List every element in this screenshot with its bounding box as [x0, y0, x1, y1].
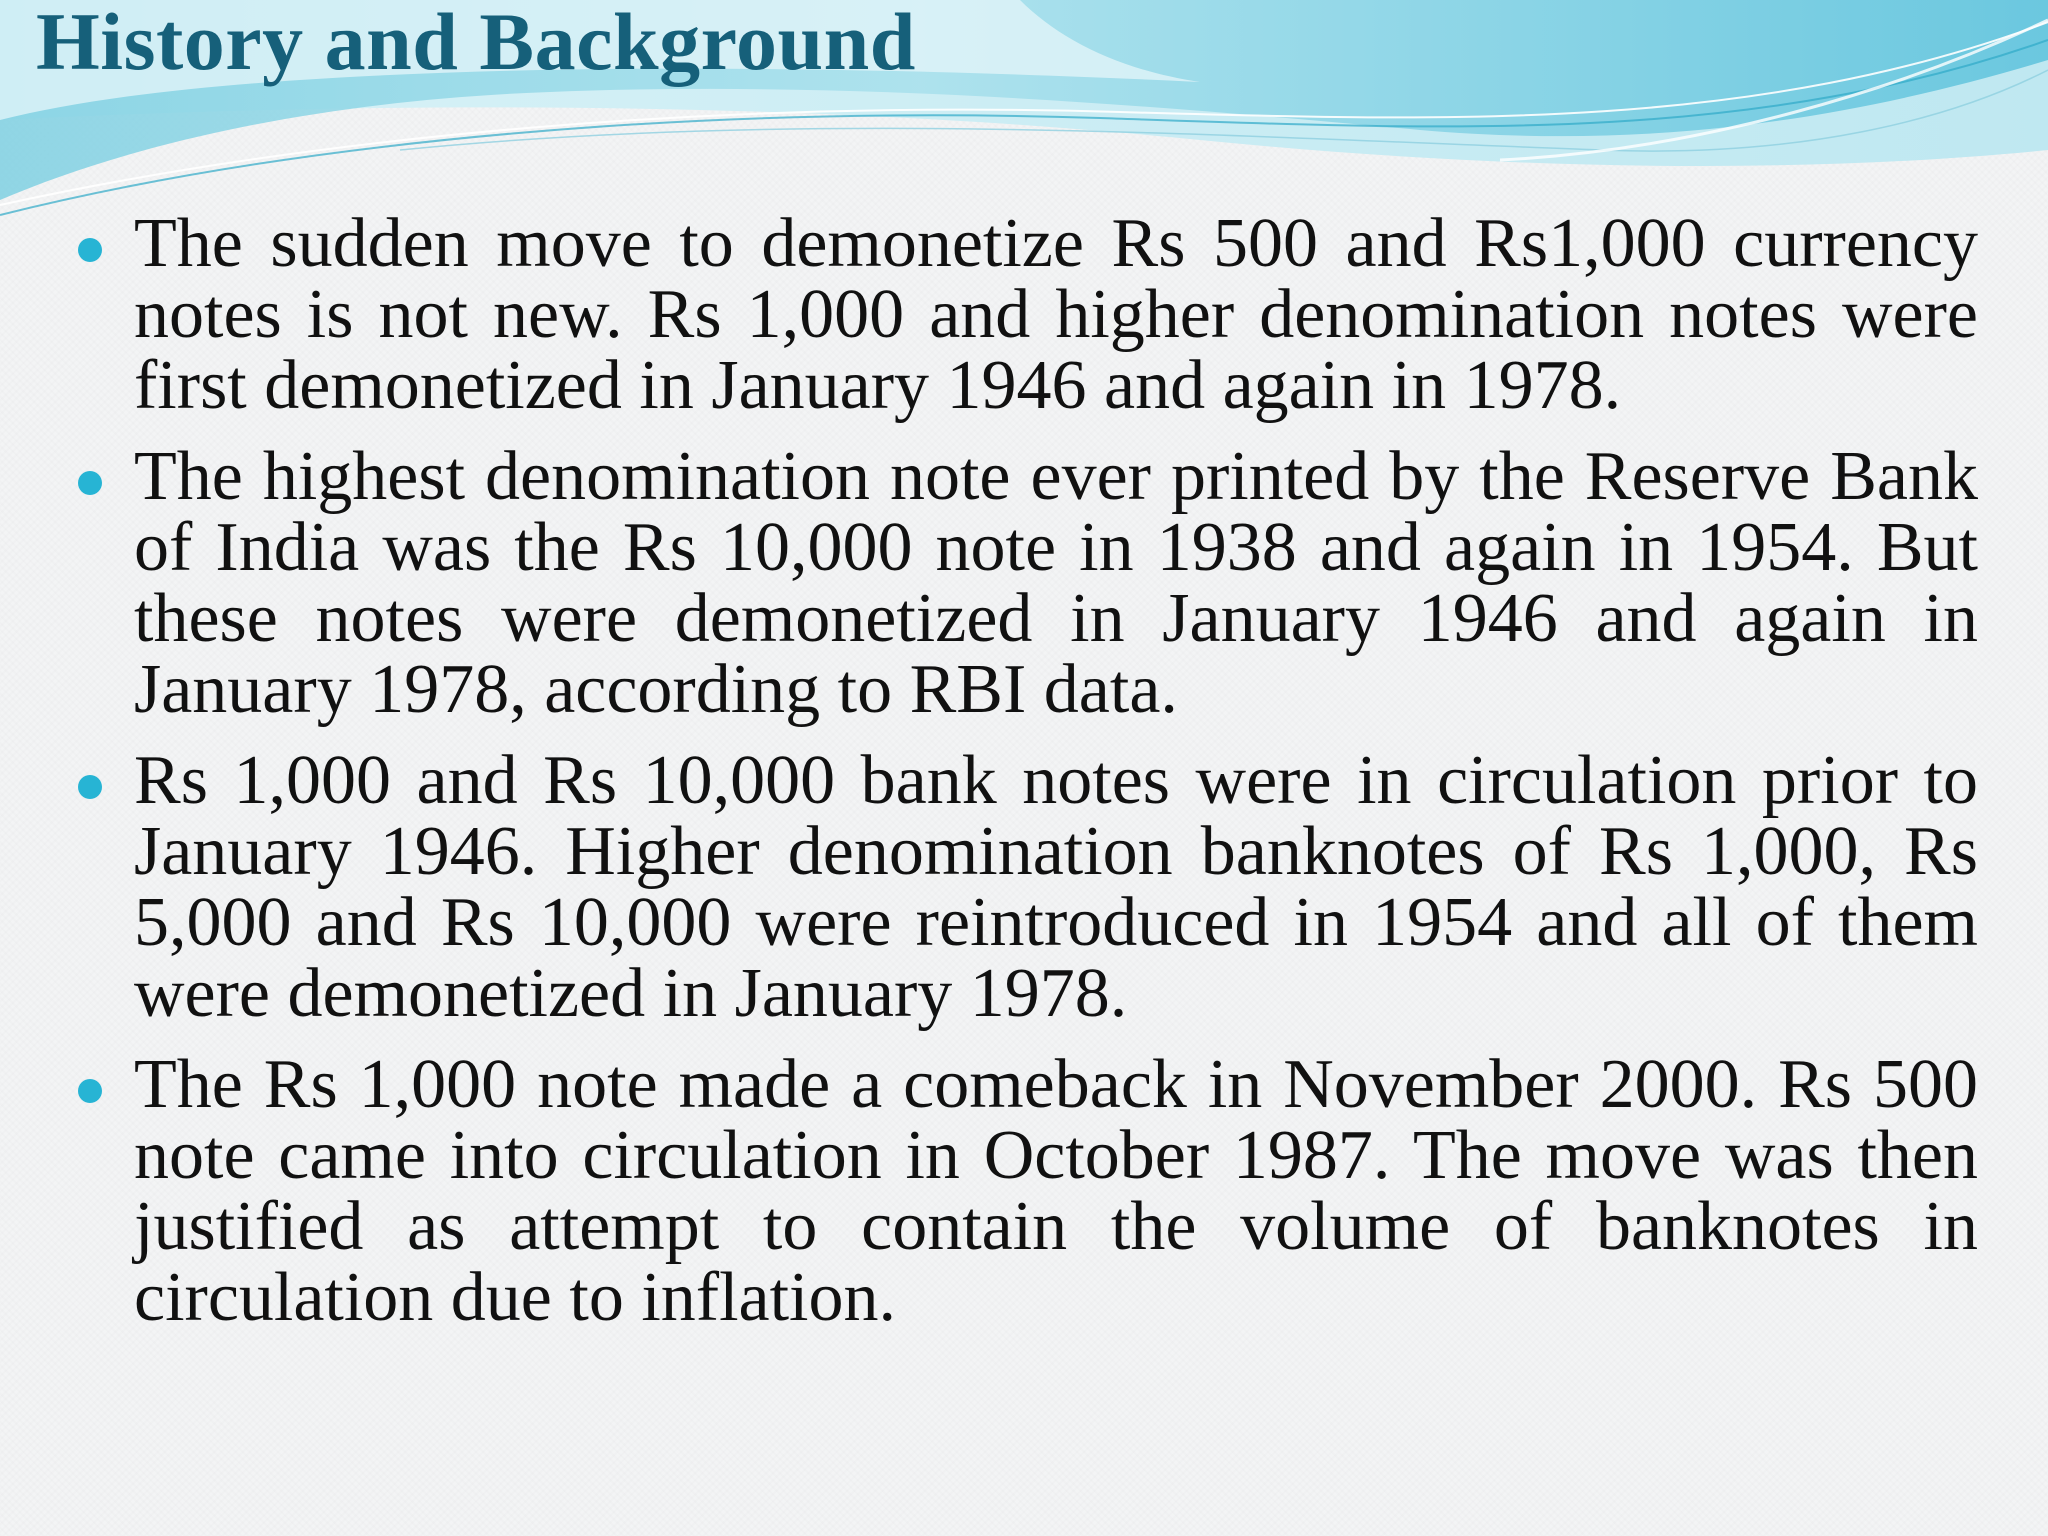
bullet-dot-icon: [78, 1079, 102, 1103]
bullet-item: [70, 205, 1978, 424]
bullet-list: [70, 205, 1978, 1353]
bullet-text: The sudden move to demonetize Rs 500 and Rs1,000 currency notes is not new. Rs 1,000 and higher denomination notes were first demonetized in January 1946 and again in 1978.: [134, 205, 1978, 424]
bullet-dot-icon: [78, 238, 102, 262]
bullet-item: [70, 742, 1978, 1032]
bullet-item: [70, 438, 1978, 728]
bullet-text: The highest denomination note ever printed by the Reserve Bank of India was the Rs 10,000 note in 1938 and again in 1954. But these notes were demonetized in January 1946 and again in January 1978, according to RBI data.: [134, 438, 1978, 728]
slide-title: History and Background: [36, 0, 916, 87]
bullet-item: [70, 1046, 1978, 1336]
bullet-dot-icon: [78, 471, 102, 495]
bullet-text: Rs 1,000 and Rs 10,000 bank notes were in circulation prior to January 1946. Higher denomination banknotes of Rs 1,000, Rs 5,000 and Rs 10,000 were reintroduced in 1954 and all of them were demonetized in January 1978.: [134, 742, 1978, 1032]
bullet-text: The Rs 1,000 note made a comeback in November 2000. Rs 500 note came into circulation in October 1987. The move was then justified as attempt to contain the volume of banknotes in circulation due to inflation.: [134, 1046, 1978, 1336]
bullet-dot-icon: [78, 775, 102, 799]
